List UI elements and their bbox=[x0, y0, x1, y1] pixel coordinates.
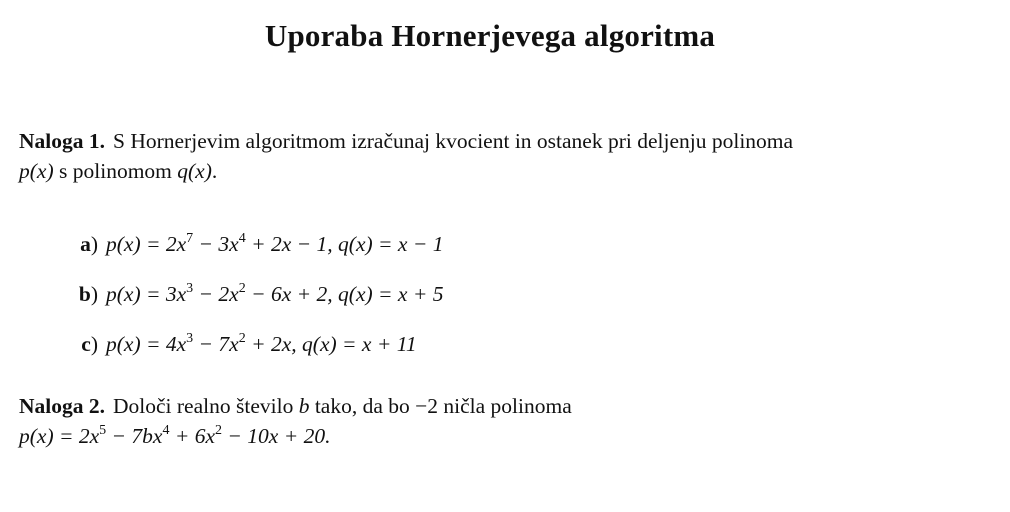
item-c-letter: c bbox=[81, 332, 91, 356]
task-2 bbox=[19, 391, 979, 451]
item-b-letter: b bbox=[78, 282, 91, 306]
item-b-math: $p(x) = 3x^3 - 2x^2 - 6x + 2$, q(x) = x + 5 bbox=[106, 281, 444, 306]
item-a-math: $p(x) = 2x^7 - 3x^4 + 2x - 1$, q(x) = x − 1 bbox=[106, 231, 444, 256]
task-1-item-a: a) $p(x) = 2x^7 - 3x^4 + 2x - 1$, q(x) = x − 1 bbox=[80, 231, 444, 256]
task-1 bbox=[19, 126, 979, 186]
page-title: Uporaba Hornerjevega algoritma bbox=[264, 18, 716, 53]
task-2-polynomial: $p(x) = 2x^5 - 7bx^4 + 6x^2 - 10x + 20$. bbox=[19, 423, 331, 448]
task-1-text: S Hornerjevim algoritmom izračunaj kvocient in ostanek pri deljenju polinoma bbox=[113, 129, 794, 153]
task-1-end: . bbox=[211, 159, 218, 183]
task-1-mid: s polinomom bbox=[53, 159, 178, 183]
item-c-math: $p(x) = 4x^3 - 7x^2 + 2x$, q(x) = x + 11 bbox=[106, 331, 417, 356]
task-1-qx: q(x) bbox=[177, 159, 212, 183]
task-2-text-a: Določi realno število bbox=[113, 394, 299, 418]
task-2-text-b: tako, da bo −2 ničla polinoma bbox=[309, 394, 572, 418]
task-1-item-c: c) $p(x) = 4x^3 - 7x^2 + 2x$, q(x) = x + 11 bbox=[81, 331, 417, 356]
task-2-var-b: b bbox=[298, 394, 310, 418]
item-a-letter: a bbox=[80, 232, 91, 256]
task-1-px: p(x) bbox=[19, 159, 54, 183]
task-1-item-b: b) $p(x) = 3x^3 - 2x^2 - 6x + 2$, q(x) = x + 5 bbox=[78, 281, 444, 306]
task-2-label: Naloga 2. bbox=[19, 394, 105, 418]
task-1-label: Naloga 1. bbox=[19, 129, 105, 153]
